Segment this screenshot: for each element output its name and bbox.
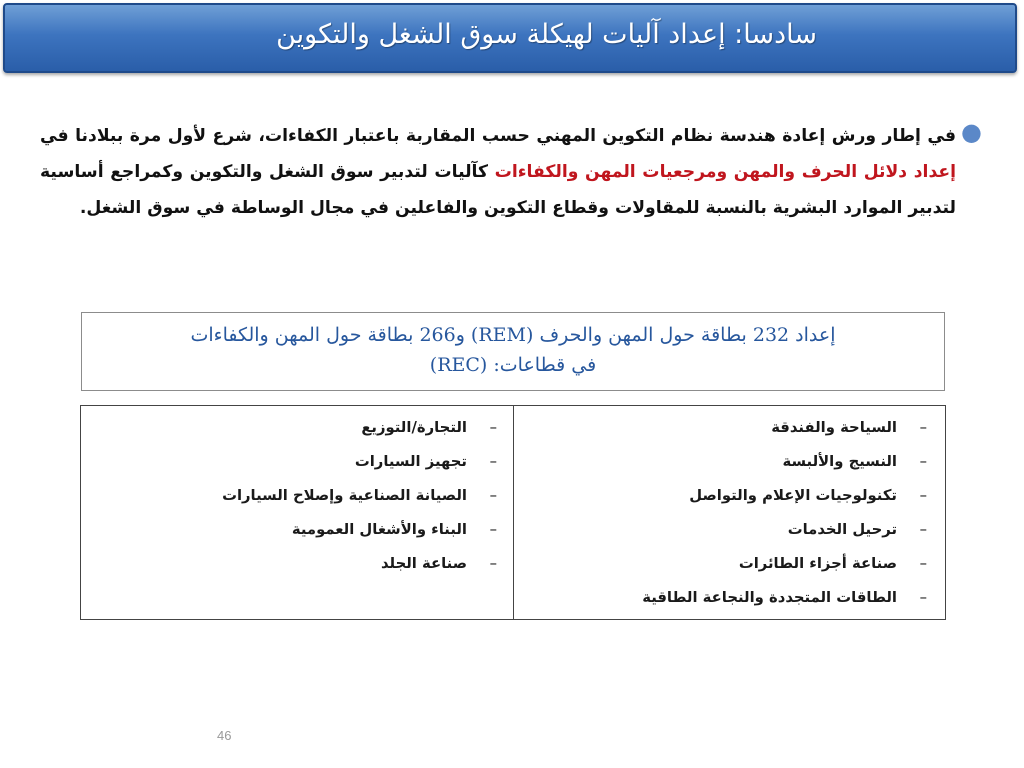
sector-item	[514, 513, 927, 547]
bullet-paragraph	[40, 118, 984, 226]
sector-item	[514, 581, 927, 615]
sector-label: تجهيز السيارات	[354, 453, 467, 470]
bullet-text	[40, 118, 956, 226]
page-number: 46	[217, 728, 232, 743]
sector-item	[81, 411, 497, 445]
sector-label: الصيانة الصناعية وإصلاح السيارات	[222, 487, 467, 504]
dash-icon: –	[489, 487, 497, 504]
rem-summary-line-2: في قطاعات: (REC)	[429, 354, 597, 376]
sector-item	[81, 547, 497, 581]
rem-summary-line-1: إعداد 232 بطاقة حول المهن والحرف (REM) و266 بطاقة حول المهن والكفاءات	[190, 324, 836, 346]
sectors-table	[80, 405, 946, 620]
dash-icon: –	[919, 453, 927, 470]
sector-item	[514, 547, 927, 581]
bullet-dot-icon: ●	[961, 118, 982, 146]
sectors-column-right	[513, 406, 945, 619]
sector-label: التجارة/التوزيع	[361, 419, 467, 436]
bullet-text-end: كآليات لتدبير سوق الشغل والتكوين وكمراجع أساسية لتدبير الموارد البشرية بالنسبة للمقاولات وقطاع التكوين والفاعلين في مجال الوساطة في سوق الشغل.	[40, 162, 956, 218]
dash-icon: –	[919, 419, 927, 436]
bullet-highlight: إعداد دلائل الحرف والمهن ومرجعيات المهن والكفاءات	[494, 162, 957, 182]
dash-icon: –	[489, 555, 497, 572]
sector-label: النسيج والألبسة	[782, 453, 897, 470]
rem-summary-box	[81, 312, 945, 391]
dash-icon: –	[919, 521, 927, 538]
sector-label: تكنولوجيات الإعلام والتواصل	[689, 487, 897, 504]
sector-item	[514, 479, 927, 513]
dash-icon: –	[489, 453, 497, 470]
sector-item	[514, 411, 927, 445]
slide-title-bar	[3, 3, 1017, 73]
slide-title: سادسا: إعداد آليات لهيكلة سوق الشغل والتكوين	[276, 19, 817, 50]
dash-icon: –	[919, 555, 927, 572]
sector-label: ترحيل الخدمات	[787, 521, 897, 538]
sector-item	[81, 445, 497, 479]
sector-item	[81, 513, 497, 547]
sector-label: صناعة الجلد	[380, 555, 467, 572]
dash-icon: –	[919, 589, 927, 606]
sectors-column-left	[81, 406, 513, 619]
sector-label: السياحة والفندقة	[771, 419, 897, 436]
sector-label: الطاقات المتجددة والنجاعة الطاقية	[642, 589, 897, 606]
dash-icon: –	[489, 419, 497, 436]
sector-label: البناء والأشغال العمومية	[291, 521, 467, 538]
sector-label: صناعة أجزاء الطائرات	[738, 555, 897, 572]
dash-icon: –	[919, 487, 927, 504]
sector-item	[514, 445, 927, 479]
dash-icon: –	[489, 521, 497, 538]
bullet-text-start: في إطار ورش إعادة هندسة نظام التكوين المهني حسب المقاربة باعتبار الكفاءات، شرع لأول مرة ببلادنا في	[40, 126, 956, 146]
sector-item	[81, 479, 497, 513]
